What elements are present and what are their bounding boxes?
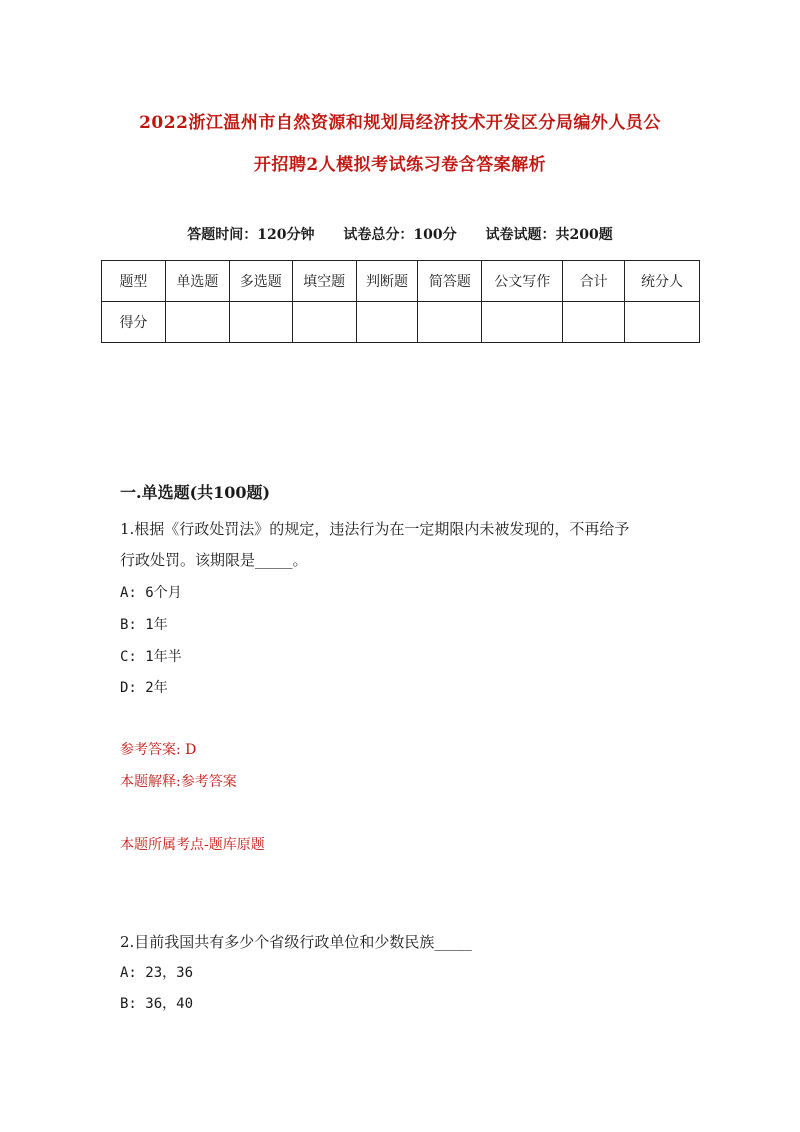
table-header-cell: 题型 [102,261,166,302]
question-1-stem-line2: 行政处罚。该期限是_____。 [120,551,308,569]
question-1-topic: 本题所属考点-题库原题 [120,837,265,853]
table-cell [418,302,482,343]
section-title: 一.单选题(共100题) [120,483,271,502]
question-2-stem: 2.目前我国共有多少个省级行政单位和少数民族_____ [120,933,472,951]
table-cell [356,302,418,343]
table-cell [229,302,292,343]
table-cell [625,302,700,343]
question-1-option-b: B: 1年 [120,617,168,633]
table-header-cell: 合计 [563,261,625,302]
exam-question-count: 试卷试题：共200题 [485,227,613,243]
question-1-option-c: C: 1年半 [120,649,182,665]
question-1-option-a: A: 6个月 [120,585,182,601]
table-cell [165,302,229,343]
question-2-option-a: A: 23，36 [120,965,194,981]
exam-time: 答题时间：120分钟 [187,227,315,243]
question-2-option-b: B: 36，40 [120,996,194,1012]
exam-total-score: 试卷总分：100分 [343,227,457,243]
table-cell [563,302,625,343]
document-title-line1: 2022浙江温州市自然资源和规划局经济技术开发区分局编外人员公 [139,113,661,133]
score-table-score-row [102,302,700,343]
table-row-label: 得分 [102,302,166,343]
table-header-cell: 判断题 [356,261,418,302]
table-header-cell: 简答题 [418,261,482,302]
question-1-stem-line1: 1.根据《行政处罚法》的规定，违法行为在一定期限内未被发现的，不再给予 [120,520,630,538]
exam-meta [100,224,700,244]
table-cell [292,302,356,343]
question-1-answer: 参考答案: D [120,742,197,758]
table-header-cell: 统分人 [625,261,700,302]
question-1-option-d: D: 2年 [120,680,168,696]
document-title-line2: 开招聘2人模拟考试练习卷含答案解析 [253,155,547,175]
score-table-header-row [102,261,700,302]
table-cell [482,302,563,343]
question-1-explanation: 本题解释:参考答案 [120,774,237,790]
table-header-cell: 多选题 [229,261,292,302]
table-header-cell: 单选题 [165,261,229,302]
table-header-cell: 公文写作 [482,261,563,302]
question-1-stem [120,514,629,576]
table-header-cell: 填空题 [292,261,356,302]
score-table [101,260,700,343]
